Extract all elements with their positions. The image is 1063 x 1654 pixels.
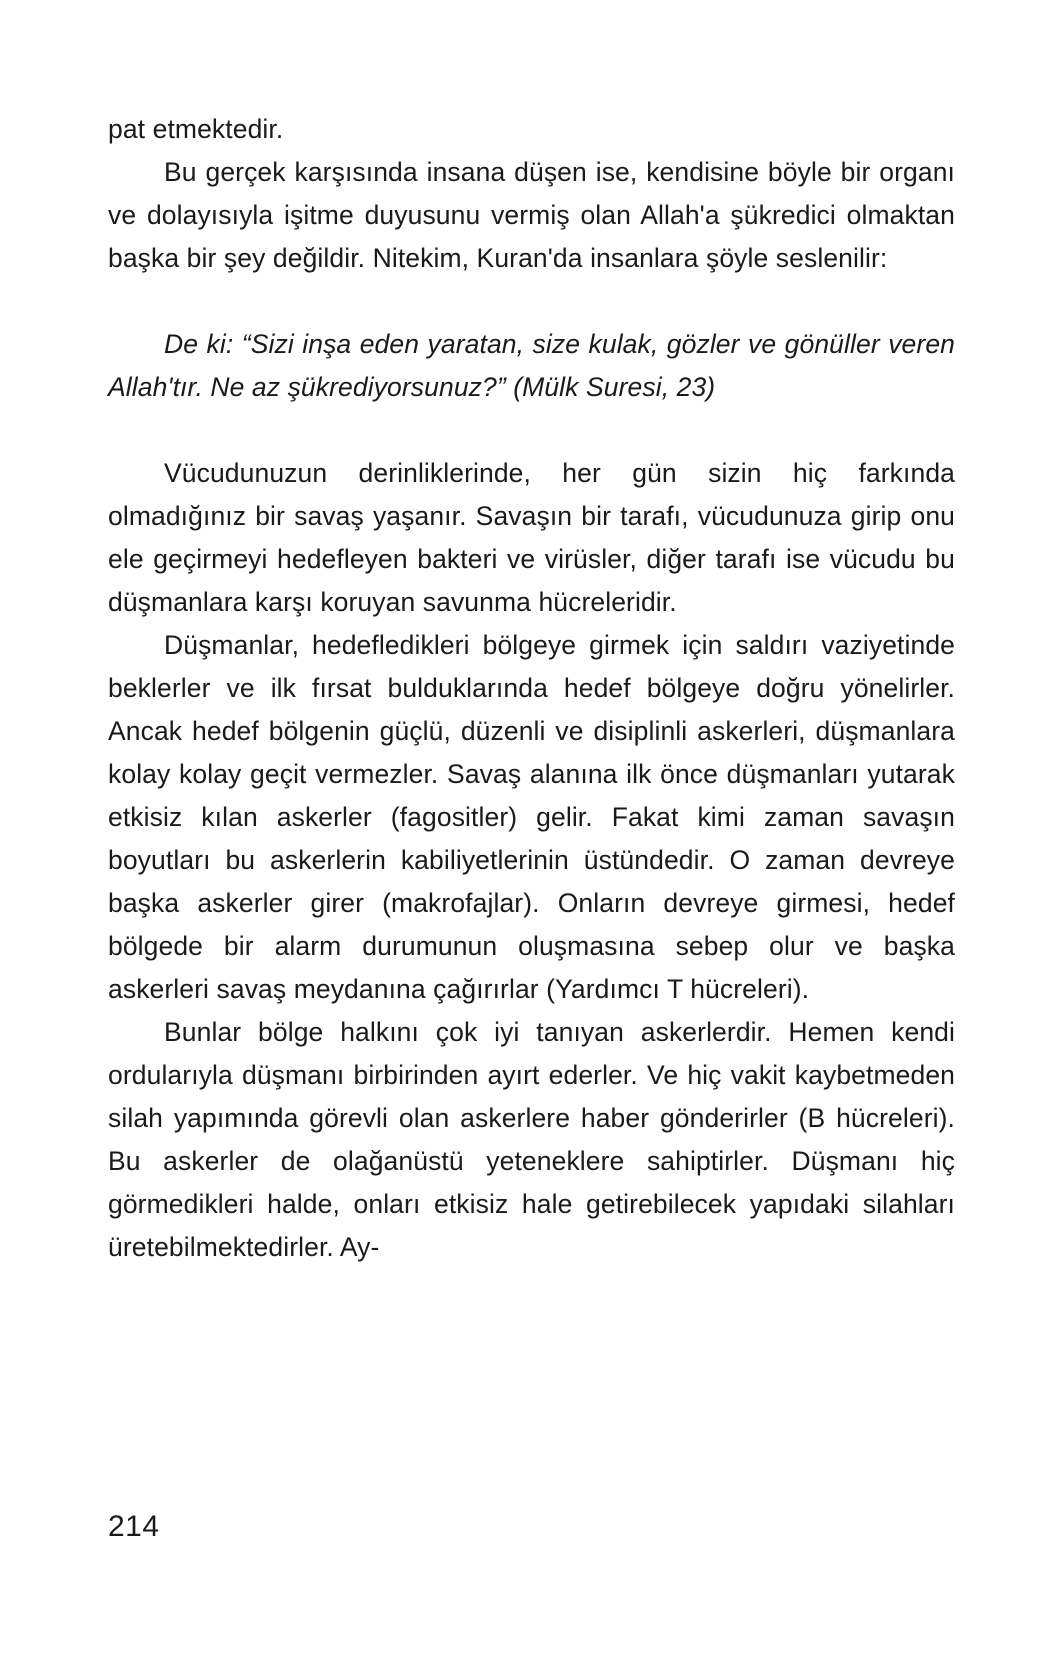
paragraph-enemies: Düşmanlar, hedefledikleri bölgeye girmek için saldırı vaziyetinde beklerler ve ilk fırsat bulduklarında hedef bölgeye doğru yönelirler. Ancak hedef bölgenin güçlü, düzenli ve disiplinli askerleri, düşmanlara kolay kolay geçit vermezler. Savaş alanına ilk önce düşmanları yutarak etkisiz kılan askerler (fagositler) gelir. Fakat kimi zaman savaşın boyutları bu askerlerin kabiliyetlerinin üstündedir. O zaman devreye başka askerler girer (makrofajlar). Onların devreye girmesi, hedef bölgede bir alarm durumunun oluşmasına sebep olur ve başka askerleri savaş meydanına çağırırlar (Yardımcı T hücreleri). [108, 630, 955, 1004]
page-body [108, 108, 955, 1269]
paragraph-body-war: Vücudunuzun derinliklerinde, her gün sizin hiç farkında olmadığınız bir savaş yaşanır. Savaşın bir tarafı, vücudunuza girip onu ele geçirmeyi hedefleyen bakteri ve virüsler, diğer tarafı ise vücudu bu düşmanlara karşı koruyan savunma hücreleridir. [108, 458, 955, 617]
paragraph-continuation: pat etmektedir. [108, 114, 284, 144]
paragraph-gratitude: Bu gerçek karşısında insana düşen ise, kendisine böyle bir organı ve dolayısıyla işitme duyusunu vermiş olan Allah'a şükredici olmaktan başka bir şey değildir. Nitekim, Kuran'da insanlara şöyle seslenilir: [108, 157, 955, 273]
page-number: 214 [108, 1510, 160, 1543]
paragraph-soldiers: Bunlar bölge halkını çok iyi tanıyan askerlerdir. Hemen kendi ordularıyla düşmanı birbirinden ayırt ederler. Ve hiç vakit kaybetmeden silah yapımında görevli olan askerlere haber gönderirler (B hücreleri). Bu askerler de olağanüstü yeteneklere sahiptirler. Düşmanı hiç görmedikleri halde, onları etkisiz hale getirebilecek yapıdaki silahları üretebilmektedirler. Ay- [108, 1017, 955, 1262]
quran-verse-quote: De ki: “Sizi inşa eden yaratan, size kulak, gözler ve gönüller veren Allah'tır. Ne az şükrediyorsunuz?” (Mülk Suresi, 23) [108, 329, 955, 402]
